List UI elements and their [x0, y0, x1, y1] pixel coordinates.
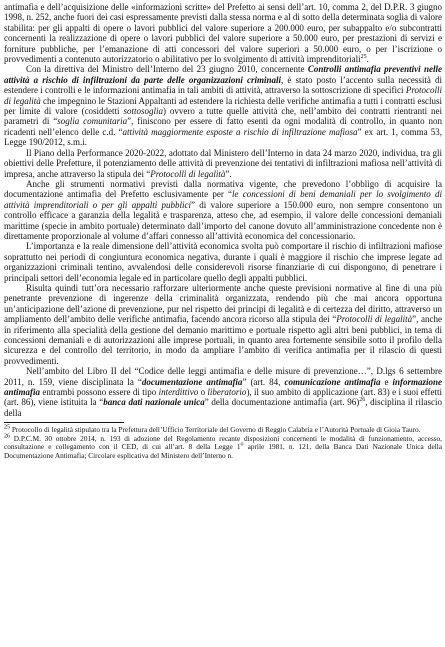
footnote — [4, 435, 442, 461]
text-run: ” (art. 84, — [242, 376, 285, 387]
text-run: Protocollo di legalità stipulato tra la Prefettura dell’Ufficio Territoriale del Governo di Reggio Calabria e l’Autorità Portuale di Gioia Tauro. — [10, 425, 421, 435]
paragraph — [4, 2, 442, 64]
footnote-ref: o — [240, 442, 244, 449]
emphasis-text: interdittivo — [158, 387, 199, 398]
text-run: e — [380, 376, 393, 387]
emphasis-text: informazione antimafia — [4, 376, 442, 398]
paragraph — [4, 241, 442, 283]
text-run: ), il suo ambito di applicazione (art. 83) e i suoi effetti (art. 86), viene istituita la “ — [4, 387, 442, 408]
text-run: aprile 1981, n. 121, della Banca Dati Nazionale Unica della Documentazione Antimafia; Circolare esplicativa del Ministero dell’Interno n. — [4, 442, 442, 461]
emphasis-text: comunicazione antimafia — [284, 376, 381, 387]
body-text — [4, 2, 442, 418]
footnotes — [4, 426, 442, 460]
emphasis-text: banca dati nazionale unica — [103, 397, 205, 408]
text-run: Con la direttiva del Ministro dell’Interno del 23 giugno 2010, concernente — [26, 64, 308, 75]
text-run: D.P.C.M. 30 ottobre 2014, n. 193 di adozione del Regolamento recante disposizioni concernenti le modalità di funzionamento, accesso, consultazione e collegamento con il CED, di cui all’art. 8 della Legge 1 — [4, 433, 442, 452]
text-run: L’importanza e la reale dimensione dell’attività economica svolta può comportare il rischio di infiltrazioni mafiose soprattutto nei periodi di congiuntura economica negativa, durante i quali è maggiore il rischio che imprese legate ad organizzazioni criminali tentino, avvalendosi delle considerevoli risorse finanziarie di cui dispongono, di penetrare i principali settori dell’economia legale ed in particolare quello degli appalti pubblici. — [4, 241, 442, 283]
emphasis-text: Protocolli di legalità — [4, 85, 442, 106]
footnote-ref: 26 — [4, 433, 10, 440]
text-run: ” di valore superiore a 150.000 euro, non sempre consentono un controllo efficace a garanzia della legalità e trasparenza, atteso che, ad esempio, il valore delle concessioni demaniali marittime (specie in ambito portuale) determinato dall’importo del canone dovuto all’amministrazione concedente non è direttamente proporzionale al volume d’affari connesso all’attività economica del concessionario. — [4, 199, 442, 241]
emphasis-text: sottosoglia — [123, 106, 163, 117]
text-run: che impegnino le Stazioni Appaltanti ad estendere la richiesta delle verifiche antimafia a tutti i contratti esclusi per limite di valore (cosiddetti — [4, 95, 443, 117]
footnote-separator — [4, 422, 124, 423]
text-run: Anche gli strumenti normativi previsti dalla normativa vigente, che prevedono l’obbligo di acquisire la documentazione antimafia del Prefetto esclusivamente per “ — [4, 178, 442, 200]
text-run: antimafia e dell’acquisizione delle «informazioni scritte» del Prefetto ai sensi dell’art. 10, comma 2, del D.P.R. 3 giugno 1998, n. 252, anche fuori dei casi espressamente previsti dalla stessa norma e al di sotto della determinata soglia di valore stabilita: per gli appalti di opere o lavori pubblici del valore superiore a 200.000 euro, per subappalto e/o subcontratti concernenti la realizzazione di opere o lavori pubblici del valore superiore a 50.000 euro, per prestazioni di servizi e forniture pubbliche, per l’emanazione di atti concessori del valore superiori a 50.000 euro, o per l’iscrizione o provvedimenti a contenuto autorizzatorio o abilitativo per lo svolgimento di attività imprenditoriali — [4, 2, 442, 65]
paragraph — [4, 283, 442, 366]
emphasis-text: Protocolli di legalità — [150, 168, 226, 179]
text-run: ”, anche in riferimento alla specialità della gestione del demanio marittimo e portuale rispetto agli altri beni pubblici, in tema di concessioni demaniali e di autorizzazioni alle imprese portuali, in quanto area fortemente sensibile sotto il profilo della sicurezza e del controllo del territorio, in modo da ampliare l’ambito di verifica antimafia per il rilascio di questi provvedimenti. — [4, 314, 442, 366]
text-run: , disciplina il rilascio della — [4, 397, 442, 418]
emphasis-text: soglia comunitaria — [57, 116, 128, 127]
paragraph — [4, 366, 442, 418]
text-run: ” della documentazione antimafia (art. 96) — [204, 397, 360, 408]
paragraph — [4, 179, 442, 241]
text-run: Il Piano della Performance 2020-2022, adottato dal Ministero dell’Interno in data 24 marzo 2020, individua, tra gli obiettivi delle Prefetture, il potenziamento delle attività di prevenzione dei tentativi di infiltrazioni mafiosa nell’attività di impresa, anche attraverso la stipula dei “ — [4, 147, 442, 179]
emphasis-text: documentazione antimafia — [141, 376, 243, 387]
emphasis-text: Controlli antimafia preventivi nelle attività a rischio di infiltrazioni da parte delle organizzazioni criminali — [4, 64, 442, 85]
text-run: , è stato posto l’accento sulla necessità di estendere i controlli e le informazioni antimafia in tali ambiti di attività, attraverso la sottoscrizione di specifici — [4, 74, 442, 96]
footnote-ref: 25 — [360, 54, 367, 61]
footnote-ref: 25 — [4, 424, 10, 431]
footnote-ref: 26 — [359, 397, 366, 404]
text-run: . — [366, 54, 369, 65]
text-run: Risulta quindi tutt’ora necessario rafforzare ulteriormente anche queste previsioni normative al fine di una più penetrante prevenzione di ingerenze della criminalità organizzata, rendendo più che mai ancora opportuna un’anticipazione dell’azione di prevenzione, pur nel rispetto dei principi di legalità e di certezza del diritto, attraverso un ampliamento dell’ambito delle verifiche antimafia, facendo ancora ricorso alla stipula dei “ — [4, 282, 442, 325]
text-run: ”. — [225, 168, 232, 179]
emphasis-text: le concessioni di beni demaniali per lo svolgimento di attività imprenditoriali o per gli appalti pubblici — [4, 189, 442, 210]
emphasis-text: attività maggiormente esposte a rischio di infiltrazione mafiosa — [122, 126, 358, 137]
text-run: Nell’ambito del Libro II del “Codice delle leggi antimafia e delle misure di prevenzione…”, D.lgs 6 settembre 2011, n. 159, viene disciplinata la “ — [4, 366, 442, 387]
text-run: entrambi possono essere di tipo — [40, 387, 159, 398]
text-run: ) ovvero a tutte quelle attività che, nell’ambito dei contratti rientranti nei parametri di “ — [4, 106, 443, 127]
text-run: ”, finiscono per essere di fatto esenti da ogni modalità di controllo, in quanto non ricadenti nell’elenco delle c.d. “ — [4, 116, 442, 137]
text-run: o — [198, 387, 208, 398]
paragraph — [4, 64, 442, 147]
text-run: ” ex art. 1, comma 53, Legge 190/2012, s.m.i. — [4, 126, 442, 148]
emphasis-text: liberatorio — [207, 387, 247, 398]
emphasis-text: Protocolli di legalità — [336, 314, 413, 325]
paragraph — [4, 148, 442, 179]
